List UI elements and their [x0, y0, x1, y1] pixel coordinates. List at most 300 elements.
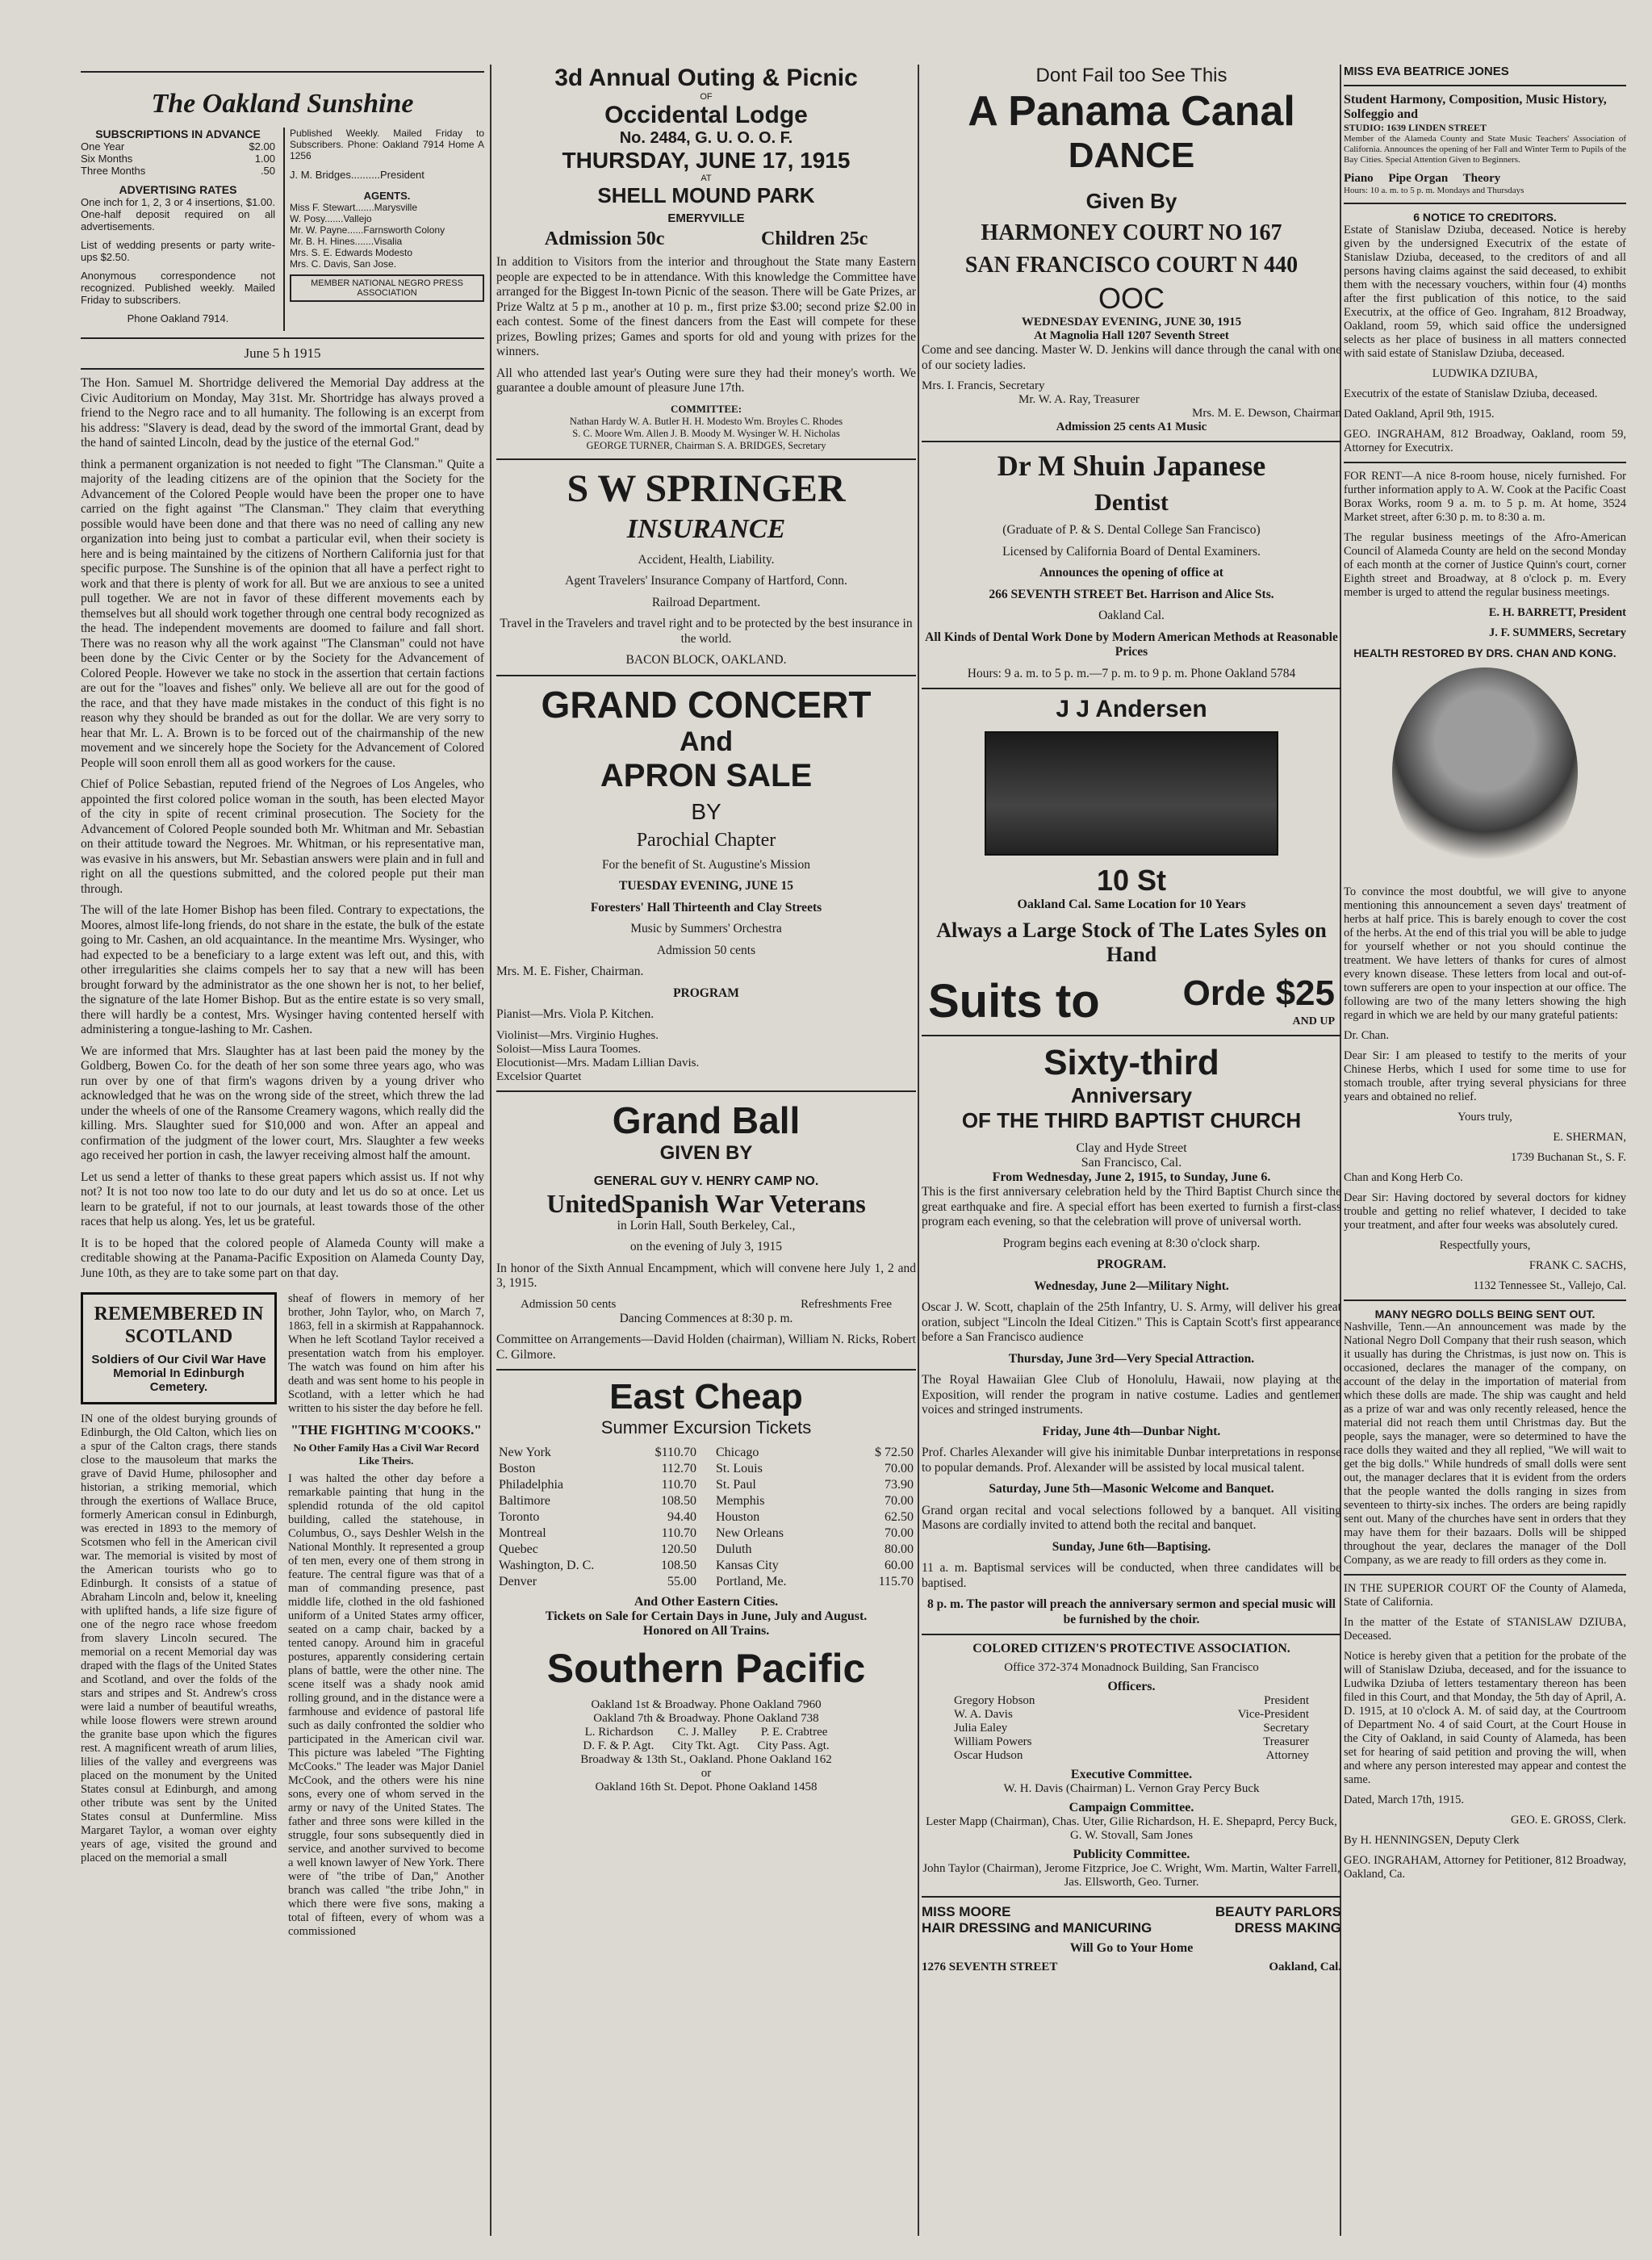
fare-row — [713, 1558, 916, 1574]
agent-line: Miss F. Stewart.......Marysville — [290, 201, 418, 213]
event-heading: Sunday, June 6th—Baptising. — [1052, 1539, 1211, 1554]
sp-line: Oakland 1st & Broadway. Phone Oakland 7960 — [591, 1698, 822, 1711]
letter-1: Dear Sir: I am pleased to testify to the merits of your Chinese Herbs, which I used for some time to use for stomach trouble, after trying several physicians for three years and obtained no relief. — [1344, 1049, 1626, 1103]
sp-line: Oakland 16th St. Depot. Phone Oakland 1458 — [595, 1781, 818, 1793]
fare-price: 55.00 — [667, 1575, 696, 1588]
andersen-location: Oakland Cal. Same Location for 10 Years — [1017, 898, 1246, 911]
fare-row — [713, 1542, 916, 1558]
council-notice: The regular business meetings of the Afro-American Council of Alameda County are held on the second Monday of each month at the corner of Justice Quinn's court, corner Eighth street and Broadway, at 8 o'clock p. m. Every member is urged to attend the regular business meetings. — [1344, 531, 1626, 599]
column-1 — [81, 65, 484, 2236]
lodge-number: No. 2484, G. U. O. O. F. — [619, 129, 793, 147]
fares-left — [496, 1445, 699, 1590]
insurance-line: Travel in the Travelers and travel right and to be protected by the best insurance in the world. — [500, 617, 913, 646]
insurance-line: Accident, Health, Liability. — [638, 552, 775, 567]
officer-name: Gregory Hobson — [954, 1694, 1035, 1707]
veterans-name: UnitedSpanish War Veterans — [546, 1188, 866, 1218]
concert-music: Music by Summers' Orchestra — [630, 922, 782, 935]
fare-price: 112.70 — [661, 1462, 696, 1475]
tailor-ad — [922, 696, 1341, 1028]
association-name: COLORED CITIZEN'S PROTECTIVE ASSOCIATION. — [972, 1642, 1290, 1655]
apron-sale: APRON SALE — [600, 757, 813, 793]
fare-price: 120.50 — [661, 1542, 696, 1556]
park-name: SHELL MOUND PARK — [597, 183, 815, 207]
fares-table — [496, 1445, 916, 1590]
agent-line: Mr. W. Payne......Farnsworth Colony — [290, 224, 445, 236]
performers-list — [496, 1029, 916, 1084]
dr-chan: Dr. Chan. — [1344, 1029, 1389, 1042]
fare-city: Memphis — [716, 1494, 765, 1508]
publicity-members: John Taylor (Chairman), Jerome Fitzprice, Joe C. Wright, Wm. Martin, Walter Farrell, Jas. Ellsworth, Geo. Turner. — [922, 1862, 1340, 1889]
east-cheap-title: East Cheap — [609, 1377, 803, 1417]
fare-price: 80.00 — [885, 1542, 914, 1556]
dance-title: DANCE — [1068, 136, 1195, 175]
divider — [1344, 85, 1626, 86]
picnic-date: THURSDAY, JUNE 17, 1915 — [562, 148, 851, 173]
subscription-label: Six Months — [81, 153, 133, 165]
officer-title: Attorney — [1265, 1749, 1309, 1762]
creditors-heading: 6 NOTICE TO CREDITORS. — [1413, 211, 1557, 224]
dentist-address: 266 SEVENTH STREET Bet. Harrison and Alice Sts. — [989, 587, 1274, 601]
doctor-portrait — [1392, 668, 1578, 877]
committee-heading: COMMITTEE: — [670, 402, 742, 415]
exec-members: W. H. Davis (Chairman) L. Vernon Gray Percy Buck — [1003, 1782, 1260, 1795]
agents-list — [290, 202, 484, 270]
andersen-name: J J Andersen — [1056, 696, 1207, 722]
divider — [1344, 1574, 1626, 1576]
performer: Soloist—Miss Laura Toomes. — [496, 1042, 642, 1056]
letter-1-closing: Yours truly, — [1458, 1111, 1512, 1124]
subscription-price: $2.00 — [249, 140, 275, 153]
dance-date: WEDNESDAY EVENING, JUNE 30, 1915 — [1021, 316, 1242, 329]
association-block — [922, 1642, 1341, 1890]
concert-venue: Foresters' Hall Thirteenth and Clay Streets — [590, 900, 822, 914]
insurance-line: BACON BLOCK, OAKLAND. — [625, 653, 787, 667]
dentist-ad — [922, 449, 1341, 681]
divider — [922, 441, 1341, 442]
concert-admission: Admission 50 cents — [656, 943, 756, 957]
scotland-subtitle: Soldiers of Our Civil War Have Memorial In Edinburgh Cemetery. — [91, 1353, 266, 1394]
article-paragraph: The Hon. Samuel M. Shortridge delivered the Memorial Day address at the Civic Auditorium on Monday, May 31st. Mr. Shortridge has always proved a friend to the Negro race and to all humanity. The following is an excerpt from his address: "Slavery is dead, dead by the sword of the immortal Grant, dead by the hand of sainted Lincoln, dead by the justice of the eternal God." — [81, 376, 484, 450]
divider — [922, 1035, 1341, 1036]
fare-price: 108.50 — [661, 1559, 696, 1572]
church-city: San Francisco, Cal. — [1081, 1156, 1182, 1170]
fare-row — [713, 1477, 916, 1493]
dance-secretary: Mrs. I. Francis, Secretary — [922, 379, 1045, 392]
officer-title: Vice-President — [1237, 1708, 1309, 1721]
agent-line: Mrs. S. E. Edwards Modesto — [290, 246, 413, 258]
fare-price: $ 72.50 — [875, 1446, 914, 1459]
masthead-info — [81, 128, 484, 331]
letter-1-name: E. SHERMAN, — [1553, 1131, 1626, 1144]
fare-city: Philadelphia — [499, 1478, 563, 1492]
dance-chairman: Mrs. M. E. Dewson, Chairman — [1192, 407, 1341, 420]
column-rule — [918, 65, 919, 2236]
divider — [922, 688, 1341, 689]
committee-line: Nathan Hardy W. A. Butler H. H. Modesto Wm. Broyles C. Rhodes — [569, 415, 843, 427]
concert-and: And — [679, 726, 734, 757]
fare-city: Quebec — [499, 1542, 538, 1556]
column-rule — [490, 65, 491, 2236]
fare-city: Duluth — [716, 1542, 752, 1556]
event-heading: Friday, June 4th—Dunbar Night. — [1042, 1424, 1221, 1438]
column-4 — [1344, 65, 1626, 2236]
fare-row — [496, 1509, 699, 1526]
jones-studio: STUDIO: 1639 LINDEN STREET — [1344, 122, 1487, 133]
home-service: Will Go to Your Home — [1069, 1941, 1194, 1955]
concert-title: GRAND CONCERT — [541, 683, 872, 726]
officer-title: Treasurer — [1263, 1735, 1309, 1748]
editorial-articles — [81, 376, 484, 1281]
picnic-title: 3d Annual Outing & Picnic — [554, 65, 858, 91]
fare-city: Houston — [716, 1510, 760, 1524]
fare-city: Montreal — [499, 1526, 546, 1540]
advertising-heading: ADVERTISING RATES — [119, 183, 237, 196]
performer: Violinist—Mrs. Virginio Hughes. — [496, 1028, 659, 1042]
subscription-row — [81, 153, 275, 165]
church-name: OF THE THIRD BAPTIST CHURCH — [961, 1108, 1302, 1132]
sixty-third: Sixty-third — [1043, 1043, 1219, 1082]
fare-city: New York — [499, 1446, 551, 1459]
creditors-text: Estate of Stanislaw Dziuba, deceased. Notice is hereby given by the undersigned Executrix of the estate of Stanislaw Dziuba, deceased, to the creditors of and all persons having claims against the said deceased, to exhibit them with the necessary vouchers, within four (4) months after the first publication of this notice, to the said Executrix, at the office of Geo. Ingraham, 812 Broadway, Oakland, room 59, which said office the undersigned selects as her place of business in all matters connected with said estate of Stanislaw Dziuba, deceased. — [1344, 224, 1626, 360]
event-text: Grand organ recital and vocal selections followed by a banquet. All visiting Masons are cordially invited to attend both the recital and banquet. — [922, 1503, 1341, 1532]
anonymous-note: Anonymous correspondence not recognized. Published weekly. Mailed Friday to subscribers. — [81, 270, 275, 306]
fare-price: 94.40 — [667, 1510, 696, 1524]
ball-date: on the evening of July 3, 1915 — [629, 1240, 783, 1253]
performer: Elocutionist—Mrs. Madam Lillian Davis. — [496, 1056, 700, 1069]
exec-heading: Executive Committee. — [1070, 1768, 1193, 1781]
event-heading: Saturday, June 5th—Masonic Welcome and Banquet. — [989, 1482, 1274, 1496]
creditors-dated: Dated Oakland, April 9th, 1915. — [1344, 408, 1495, 421]
divider — [1344, 462, 1626, 463]
article-paragraph: It is to be hoped that the colored people of Alameda County will make a creditable showing at the Panama-Pacific Exposition on Alameda County Day, June 10th, as they are to take some part on that day. — [81, 1236, 484, 1280]
article-paragraph: think a permanent organization is not needed to fight "The Clansman." Quite a majority of the leading citizens are of the opinion that the Society for the Advancement of the Colored People would have been the proper one to have carried on the fight against "The Clansman." They claim that everything possible would have been done and that there was no need of calling any new organization into being just to combat a particular evil, when their society is here and is being maintained by the citizens of Northern California just for that specific purpose. The Sunshine is of the opinion that all have a perfect right to work and that there is plenty of work for all. But we are anxious to see a united pull together. We are not in favor of these different movements each by themselves but all should work together through one central body recognized as the head. The independent movements are doomed to failure and fall short. There was no reason why all the work against "The Clansman" could not have been done by the Civic Center or by the Society for the Advancement of Colored People. However we take no stock in the assertion that certain factions are out for the "loaves and fishes" only. We believe all are out for the good of the race, and that they have made mistakes in the conduct of this fight is no reason why they should be branded as out for the dollar. We are very sorry to hear that Mr. L. A. Brown is to be forced out of the chairmanship of the new movement and we sincerely hope the Society for the Advancement of Colored People will soon enroll them all as good workers for the cause. — [81, 457, 484, 770]
sp-agents: L. Richardson C. J. Malley P. E. Crabtree — [584, 1726, 828, 1739]
court-deputy: By H. HENNINGSEN, Deputy Clerk — [1344, 1834, 1520, 1847]
officer-name: Julia Ealey — [954, 1722, 1008, 1735]
sp-line: Broadway & 13th St., Oakland. Phone Oakland 162 — [580, 1753, 832, 1766]
andersen-stock: Always a Large Stock of The Lates Syles on Hand — [936, 919, 1327, 966]
agent-line: W. Posy.......Vallejo — [290, 212, 372, 224]
letter-2-address: 1132 Tennessee St., Vallejo, Cal. — [1473, 1279, 1626, 1292]
panama-title: A Panama Canal — [968, 88, 1295, 135]
honored-trains: Honored on All Trains. — [642, 1624, 770, 1638]
camp-name: GENERAL GUY V. HENRY CAMP NO. — [593, 1174, 819, 1188]
ball-admission: Admission 50 cents — [521, 1297, 617, 1311]
jones-text: Student Harmony, Composition, Music History, Solfeggio and — [1344, 93, 1607, 121]
sp-line: Oakland 7th & Broadway. Phone Oakland 738 — [593, 1712, 819, 1725]
concert-by: BY — [691, 798, 721, 824]
divider — [496, 458, 916, 460]
storefront-photo — [985, 731, 1278, 856]
jones-member: Member of the Alameda County and State Music Teachers' Association of California. Announces the opening of her Fall and Winter Term to Pupils of the Bay Cities. Special Attention Given to Beginners. — [1344, 134, 1626, 165]
dance-treasurer: Mr. W. A. Ray, Treasurer — [1018, 393, 1140, 406]
fares-right — [713, 1445, 916, 1590]
officer-name: William Powers — [954, 1735, 1032, 1748]
campaign-heading: Campaign Committee. — [1069, 1801, 1194, 1814]
mccooks-subtitle: No Other Family Has a Civil War Record Like Theirs. — [293, 1442, 479, 1467]
president-line: J. M. Bridges..........President — [290, 169, 425, 181]
court-dated: Dated, March 17th, 1915. — [1344, 1793, 1464, 1806]
performer: Excelsior Quartet — [496, 1069, 582, 1083]
subscription-label: One Year — [81, 140, 125, 153]
letter-2-closing: Respectfully yours, — [1439, 1239, 1531, 1252]
insurance-ad — [496, 467, 916, 668]
committee-line: GEORGE TURNER, Chairman S. A. BRIDGES, Secretary — [586, 439, 826, 451]
scotland-box — [81, 1292, 277, 1404]
church-address: Clay and Hyde Street — [1076, 1141, 1187, 1155]
other-cities: And Other Eastern Cities. — [634, 1595, 779, 1609]
officers-list — [922, 1694, 1341, 1763]
subscriptions-heading: SUBSCRIPTIONS IN ADVANCE — [95, 128, 261, 140]
sp-or: or — [701, 1767, 712, 1780]
southern-pacific: Southern Pacific — [546, 1646, 866, 1691]
fare-row — [713, 1509, 916, 1526]
fare-row — [713, 1526, 916, 1542]
dolls-text: Nashville, Tenn.—An announcement was made by the National Negro Doll Company that their rush season, which it usually has during the Christmas, is just now on. This is occasioned, declares the manager of the company, on account of the delay in the importation of material from which these dolls are made. The ship was caught and held as a prize of war and was only recently released, hence the material did not reach them until Christmas day. But the people, says the manager, were so determined to have the race dolls they waited and they all replied, "We will wait to get the big dolls." While hundreds of small dolls were sent out, the manager declares that it is evident from the orders that the people wanted the dolls ranging in sizes from seventeen to thirty-six inches. The orders are being rapidly sent out. Many of the churches have sent in orders that they may have them for their bazaars. Dolls will be shipped throughout the year, declares the manager of the Doll Company, as we are ready to fill orders as they come in. — [1344, 1320, 1626, 1567]
ball-ad — [496, 1099, 916, 1363]
advertising-list: List of wedding presents or party write-ups $2.50. — [81, 239, 275, 263]
fare-city: St. Paul — [716, 1478, 756, 1492]
ball-committee: Committee on Arrangements—David Holden (chairman), William N. Ricks, Robert C. Gilmore. — [496, 1333, 916, 1362]
officer-row — [954, 1708, 1309, 1722]
event-heading: Thursday, June 3rd—Very Special Attraction. — [1008, 1351, 1255, 1366]
event-text: 11 a. m. Baptismal services will be conducted, when three candidates will be baptised. — [922, 1561, 1341, 1590]
program-heading: PROGRAM — [673, 986, 739, 1000]
member-badge: MEMBER NATIONAL NEGRO PRESS ASSOCIATION — [290, 274, 484, 302]
fare-price: 115.70 — [878, 1575, 914, 1588]
for-rent: FOR RENT—A nice 8-room house, nicely furnished. For further information apply to A. W. Cook at the Pacific Coast Borax Works, room 9 a. m. to 5 p. m. At home, 3524 Market street, after 6:30 p. m. to 8:30 a. m. — [1344, 470, 1626, 524]
church-text: This is the first anniversary celebration held by the Third Baptist Church since the great earthquake and fire. A special effort has been exerted to furnish a first-class program each evening, so that the celebration will prove of universal worth. — [922, 1185, 1341, 1228]
fare-price: 70.00 — [885, 1494, 914, 1508]
bottom-articles — [81, 1292, 484, 1945]
committee-line: S. C. Moore Wm. Allen J. B. Moody M. Wysinger W. H. Nicholas — [572, 427, 840, 439]
harmoney-court: HARMONEY COURT NO 167 — [981, 220, 1282, 245]
concert-ad — [496, 683, 916, 1084]
publication-info: Published Weekly. Mailed Friday to Subscribers. Phone: Oakland 7914 Home A 1256 — [290, 128, 484, 161]
advertising-text: One inch for 1, 2, 3 or 4 insertions, $1.00. One-half deposit required on all advertisements. — [81, 196, 275, 232]
agent-line: Mr. B. H. Hines.......Visalia — [290, 235, 403, 247]
dance-admission: Admission 25 cents A1 Music — [1056, 421, 1207, 433]
dance-text: Come and see dancing. Master W. D. Jenkins will dance through the canal with one of our society ladies. — [922, 343, 1341, 372]
divider — [496, 675, 916, 676]
officers-heading: Officers. — [1107, 1680, 1156, 1693]
admission-price: Admission 50c — [544, 228, 665, 249]
children-price: Children 25c — [760, 228, 868, 249]
officer-row — [954, 1749, 1309, 1763]
concert-chairman: Mrs. M. E. Fisher, Chairman. — [496, 965, 644, 978]
fare-price: 110.70 — [661, 1526, 696, 1540]
ball-title: Grand Ball — [612, 1099, 801, 1141]
dentist-licensed: Licensed by California Board of Dental Examiners. — [1002, 544, 1261, 559]
fare-row — [713, 1493, 916, 1509]
agent-line: Mrs. C. Davis, San Jose. — [290, 257, 397, 270]
dentist-hours: Hours: 9 a. m. to 5 p. m.—7 p. m. to 9 p. m. Phone Oakland 5784 — [967, 666, 1296, 680]
fare-row — [713, 1445, 916, 1461]
divider — [496, 1090, 916, 1092]
agents-heading: AGENTS. — [363, 189, 411, 202]
jones-hours: Hours: 10 a. m. to 5 p. m. Mondays and Thursdays — [1344, 186, 1524, 195]
court-attorney: GEO. INGRAHAM, Attorney for Petitioner, 812 Broadway, Oakland, Ca. — [1344, 1854, 1626, 1881]
officer-row — [954, 1694, 1309, 1708]
railroad-ad — [496, 1377, 916, 1794]
column-3 — [922, 65, 1341, 2236]
insurance-title: INSURANCE — [626, 513, 786, 544]
divider — [922, 1634, 1341, 1635]
divider — [1344, 1300, 1626, 1301]
beauty-ad — [922, 1904, 1341, 1974]
ball-given-by: GIVEN BY — [659, 1141, 753, 1164]
mccooks-title: "THE FIGHTING M'COOKS." — [291, 1422, 482, 1438]
publicity-heading: Publicity Committee. — [1073, 1848, 1190, 1861]
fare-city: Baltimore — [499, 1494, 550, 1508]
letter-2: Dear Sir: Having doctored by several doctors for kidney trouble and getting no relief whatever, I decided to take your treatment, and after four weeks was absolutely cured. — [1344, 1191, 1626, 1232]
picnic-text: In addition to Visitors from the interior and throughout the State many Eastern people are expected to be in attendance. With this knowledge the Committee have arranged for the Biggest In-town Picnic of the season. There will be Gate Prizes, ar Prize Waltz at 5 p m., another at 10 p. m., first prize $3.00; second prize $2.00 in each contest. Some of the finest dancers from the East will compete for these prizes, Bowling prizes; Games and sports for old and young with prizes for the winners. — [496, 255, 916, 358]
subscriptions-list — [81, 140, 275, 177]
dentist-graduate: (Graduate of P. & S. Dental College San Francisco) — [1002, 523, 1261, 537]
picnic-ad — [496, 65, 916, 250]
fare-price: 70.00 — [885, 1462, 914, 1475]
sf-court: SAN FRANCISCO COURT N 440 — [964, 253, 1299, 278]
fare-price: 73.90 — [885, 1478, 914, 1492]
subscription-row — [81, 165, 275, 177]
ball-location: in Lorin Hall, South Berkeley, Cal., — [617, 1218, 796, 1233]
article-paragraph: Let us send a letter of thanks to these great papers which assist us. If not why not? It is not too now too late to do our duty and let us do so at once. Let us learn to be grateful, if not to our journals, at least towards those of the other races that help us along. Yes, let us be grateful. — [81, 1170, 484, 1228]
and-up: AND UP — [1292, 1015, 1335, 1027]
officer-row — [954, 1735, 1309, 1749]
park-city: EMERYVILLE — [667, 211, 745, 225]
scotland-title: REMEMBERED IN SCOTLAND — [94, 1304, 264, 1347]
insurance-line: Railroad Department. — [651, 595, 761, 609]
insurance-line: Agent Travelers' Insurance Company of Hartford, Conn. — [565, 574, 847, 588]
fare-price: $110.70 — [655, 1446, 696, 1459]
officer-row — [954, 1722, 1309, 1735]
dance-hall: At Magnolia Hall 1207 Seventh Street — [1034, 329, 1229, 342]
dance-given-by: Given By — [1085, 189, 1177, 213]
lodge-name: Occidental Lodge — [604, 102, 808, 128]
church-ad — [922, 1043, 1341, 1185]
fare-city: Denver — [499, 1575, 537, 1588]
ball-dancing: Dancing Commences at 8:30 p. m. — [619, 1311, 793, 1325]
fare-price: 70.00 — [885, 1526, 914, 1540]
dolls-heading: MANY NEGRO DOLLS BEING SENT OUT. — [1374, 1308, 1596, 1320]
jones-name: MISS EVA BEATRICE JONES — [1344, 65, 1509, 78]
fare-row — [496, 1558, 699, 1574]
article-paragraph: The will of the late Homer Bishop has been filed. Contrary to expectations, the Moores, almost life-long friends, do not share in the estate, the bulk of the estate going to Mr. Cashen, an old acquaintance. In the meantime Mrs. Wysinger, who had expected to be a beneficiary to a large extent was left out, and this, with other irregularities she claims compels her to say that a new will has been brought forward by the administrator as the one shown her is not, to her belief, the signature of the late Homer Bishop. But as the entire estate is so very small, there will hardly be a contest, Mrs. Wysinger having contented herself with administering a tongue-lashing to Mr. Cashen. — [81, 903, 484, 1036]
andersen-street: 10 St — [1096, 864, 1167, 897]
divider — [1344, 203, 1626, 204]
ball-refreshments: Refreshments Free — [801, 1297, 892, 1311]
tickets-sale: Tickets on Sale for Certain Days in June, July and August. — [545, 1609, 868, 1623]
dress-making: DRESS MAKING — [1234, 1920, 1341, 1936]
creditors-executrix: Executrix of the estate of Stanislaw Dziuba, deceased. — [1344, 387, 1598, 400]
picnic-of: OF — [700, 92, 713, 102]
concert-date: TUESDAY EVENING, JUNE 15 — [619, 879, 793, 893]
officer-name: W. A. Davis — [954, 1708, 1013, 1721]
council-president: E. H. BARRETT, President — [1488, 606, 1626, 619]
mccooks-text: I was halted the other day before a remarkable painting that hung in the splendid rotunda of the old capitol building, called the statehouse, in Columbus, O., says Deshler Welsh in the National Monthly. It represented a group of ten men, every one of them strong in feature. The central figure was that of a man of commanding presence, past middle life, clothed in the old fashioned uniform of a United States army officer, seated on a camp chair, backed by a tented canopy. Around him in graceful postures, apparently considering certain plans of battle, were the other nine. The scene itself was a shady nook amid rolling ground, and in the distance were a farmhouse and evidence of pastoral life such as daily confronted the soldier who participated in the American civil war. This picture was labeled "The Fighting McCooks." The leader was Major Daniel McCook, and the others were his nine sons, every one of whom served in the army or navy of the United States. The father and three sons were killed in the struggle, four sons subsequently died in service, and another survived to become a well known lawyer of New York. There were of "the tribe of Dan," Another branch was called "the tribe John," in which there were five sons, making a total of fifteen, every of whom was a commissioned — [288, 1472, 484, 1938]
event-text: Oscar J. W. Scott, chaplain of the 25th Infantry, U. S. Army, will deliver his great oration, subject "Lincoln the Ideal Citizen." This is Captain Scott's first appearance before a San Francisco audience — [922, 1300, 1341, 1344]
divider — [81, 337, 484, 339]
event-text: Prof. Charles Alexander will give his inimitable Dunbar interpretations in response to popular demands. Prof. Alexander will be assisted by local musical talent. — [922, 1446, 1341, 1475]
church-events — [922, 1279, 1341, 1628]
officer-title: President — [1264, 1694, 1309, 1707]
fare-row — [713, 1574, 916, 1590]
church-program: PROGRAM. — [1097, 1258, 1166, 1271]
officer-name: Oscar Hudson — [954, 1749, 1023, 1762]
moore-address: 1276 SEVENTH STREET — [922, 1961, 1058, 1973]
court-heading: IN THE SUPERIOR COURT OF the County of Alameda, State of California. — [1344, 1582, 1626, 1609]
suits-label: Suits to — [928, 975, 1100, 1027]
fare-price: 110.70 — [661, 1478, 696, 1492]
court-text: Notice is hereby given that a petition for the probate of the will of Stanislaw Dziuba, deceased, and for the issuance to Ludwika Dziuba of letters testamentary thereon has been filed in this Court, and that Monday, the 5th day of April, A. D. 1915, at 10 o'clock A. M. of said day, at the Courtroom of Department No. 4 of said Court, at the Court House in the City of Oakland, in said County of Alameda, has been set for hearing of said petition and proving the will, when and where any person interested may appear and contest the same. — [1344, 1650, 1626, 1786]
fare-row — [496, 1477, 699, 1493]
subscription-label: Three Months — [81, 165, 146, 177]
picnic-at: AT — [701, 174, 712, 183]
fare-row — [496, 1461, 699, 1477]
jones-instruments: Piano Pipe Organ Theory — [1344, 172, 1501, 185]
ball-text: In honor of the Sixth Annual Encampment, which will convene here July 1, 2 and 3, 1915. — [496, 1261, 916, 1290]
picnic-text-2: All who attended last year's Outing were sure they had their money's worth. We guarantee a double amount of pleasure June 17th. — [496, 366, 916, 395]
dont-fail: Dont Fail too See This — [1035, 65, 1227, 86]
court-clerk: GEO. E. GROSS, Clerk. — [1511, 1814, 1626, 1827]
association-office: Office 372-374 Monadnock Building, San Francisco — [1004, 1661, 1259, 1674]
subscription-price: .50 — [260, 165, 275, 177]
subscription-row — [81, 140, 275, 153]
event-text: The Royal Hawaiian Glee Club of Honolulu, Hawaii, now playing at the Exposition, will render the program in native costume. Ladies and gentlemen voices and stringed instruments. — [922, 1373, 1341, 1417]
fare-row — [496, 1493, 699, 1509]
event-heading: 8 p. m. The pastor will preach the anniversary sermon and special music will be furnished by the choir. — [927, 1597, 1336, 1626]
moore-city: Oakland, Cal. — [1269, 1961, 1341, 1973]
fare-row — [496, 1445, 699, 1461]
fare-price: 60.00 — [885, 1559, 914, 1572]
masthead: The Oakland Sunshine — [151, 89, 414, 119]
fare-price: 108.50 — [661, 1494, 696, 1508]
dance-ad — [922, 65, 1341, 343]
fare-row — [496, 1574, 699, 1590]
fare-row — [713, 1461, 916, 1477]
subscription-price: 1.00 — [254, 153, 275, 165]
court-matter: In the matter of the Estate of STANISLAW DZIUBA, Deceased. — [1344, 1616, 1626, 1643]
column-2 — [496, 65, 916, 2236]
fare-row — [496, 1526, 699, 1542]
excursion-title: Summer Excursion Tickets — [600, 1417, 812, 1438]
dentist-work: All Kinds of Dental Work Done by Modern American Methods at Reasonable Prices — [925, 630, 1338, 659]
creditors-ingraham: GEO. INGRAHAM, 812 Broadway, Oakland, room 59, Attorney for Executrix. — [1344, 428, 1626, 454]
dentist-announces: Announces the opening of office at — [1039, 566, 1223, 580]
health-text: To convince the most doubtful, we will give to anyone mentioning this announcement a seven days' treatment of herbs at half price. This is barely enough to cover the cost of the herbs. At the end of this trial you will be able to judge for yourself whether or not you should continue the treatment. We have letters of thanks for cures of almost every known disease. These letters from local and out-of-town sufferers are open to your inspection at our office. The following are two of the many letters showing the high regard in which we are held by our many grateful patients: — [1344, 885, 1626, 1022]
moore-name: MISS MOORE — [922, 1904, 1011, 1919]
article-paragraph: We are informed that Mrs. Slaughter has at last been paid the money by the Goldberg, Bowen Co. for the death of her son some three years ago, who was run over by one of that firm's wagons driven by a young driver who acknowledged that he was on the wrong side of the street, which threw the lad under the wheels of one of the Ransome Creamery wagons, which really did the killing. Mrs. Slaughter sued for $10,000 and won. After an appeal and confirmation of the judgment of the lower court, Mrs. Slaughter a few weeks ago received her portion in cash, the lawyer receiving almost half the amount. — [81, 1044, 484, 1162]
issue-date: June 5 h 1915 — [244, 345, 321, 361]
scotland-text: IN one of the oldest burying grounds of Edinburgh, the Old Calton, which lies on a spur of the Calton crags, there stands close to the mausoleum that marks the grave of David Hume, philosopher and historian, a striking memorial, which through the exertions of Wallace Bruce, formerly American consul in Edinburgh, was erected in 1893 to the memory of Scotsmen who fell in the American civil war. The memorial is visited by most of the American tourists who go to Edinburgh. It consists of a statue of Abraham Lincoln and, below it, kneeling with uplifted hands, a life size figure of one of the negro race whose freedom from slavery Lincoln secured. The memorial on a recent Memorial day was draped with the flags of the United States and Scotland, and over the folds of the stars and stripes and St. Andrew's cross were laid a number of beautiful wreaths, while loose flowers were strewn around the granite base upon which the figures rest. A magnificent wreath of arum lilies, lilies of the valley and evergreens was placed on the monument by the United States consul at Edinburgh, and among other tribute was sent by the United States consul at Dunfermline. Miss Margaret Taylor, a woman over eighty years of age, visited the ground and placed on the memorial a small — [81, 1412, 277, 1864]
fare-city: Washington, D. C. — [499, 1559, 595, 1572]
divider — [81, 71, 484, 73]
springer-name: S W SPRINGER — [567, 467, 846, 510]
fare-city: Toronto — [499, 1510, 540, 1524]
article-paragraph: Chief of Police Sebastian, reputed friend of the Negroes of Los Angeles, who appointed the first colored police woman in the south, has been elected Mayor of the city in spite of recent criminal prosecution. The Society for the Advancement of Colored People sounded both Mr. Whitman and Mr. Sebastian on their attitude toward the Negroes. Mr. Whitman, or his representative man, was evasive in his answers, but Mr. Sebastian answers were plain and in full and right on all the questions submitted, and the colored people put their man through. — [81, 777, 484, 896]
council-secretary: J. F. SUMMERS, Secretary — [1489, 626, 1626, 639]
divider — [81, 368, 484, 370]
fare-city: St. Louis — [716, 1462, 763, 1475]
dentist-title: Dentist — [1094, 489, 1169, 516]
divider — [496, 1369, 916, 1371]
fare-city: Kansas City — [716, 1559, 779, 1572]
event-heading: Wednesday, June 2—Military Night. — [1034, 1279, 1229, 1293]
campaign-members: Lester Mapp (Chairman), Chas. Uter, Gilie Richardson, H. E. Shepaprd, Percy Buck, G. W. Stovall, Sam Jones — [926, 1815, 1337, 1842]
creditors-ludwika: LUDWIKA DZIUBA, — [1432, 367, 1538, 380]
fare-city: Boston — [499, 1462, 536, 1475]
officer-title: Secretary — [1263, 1722, 1309, 1735]
